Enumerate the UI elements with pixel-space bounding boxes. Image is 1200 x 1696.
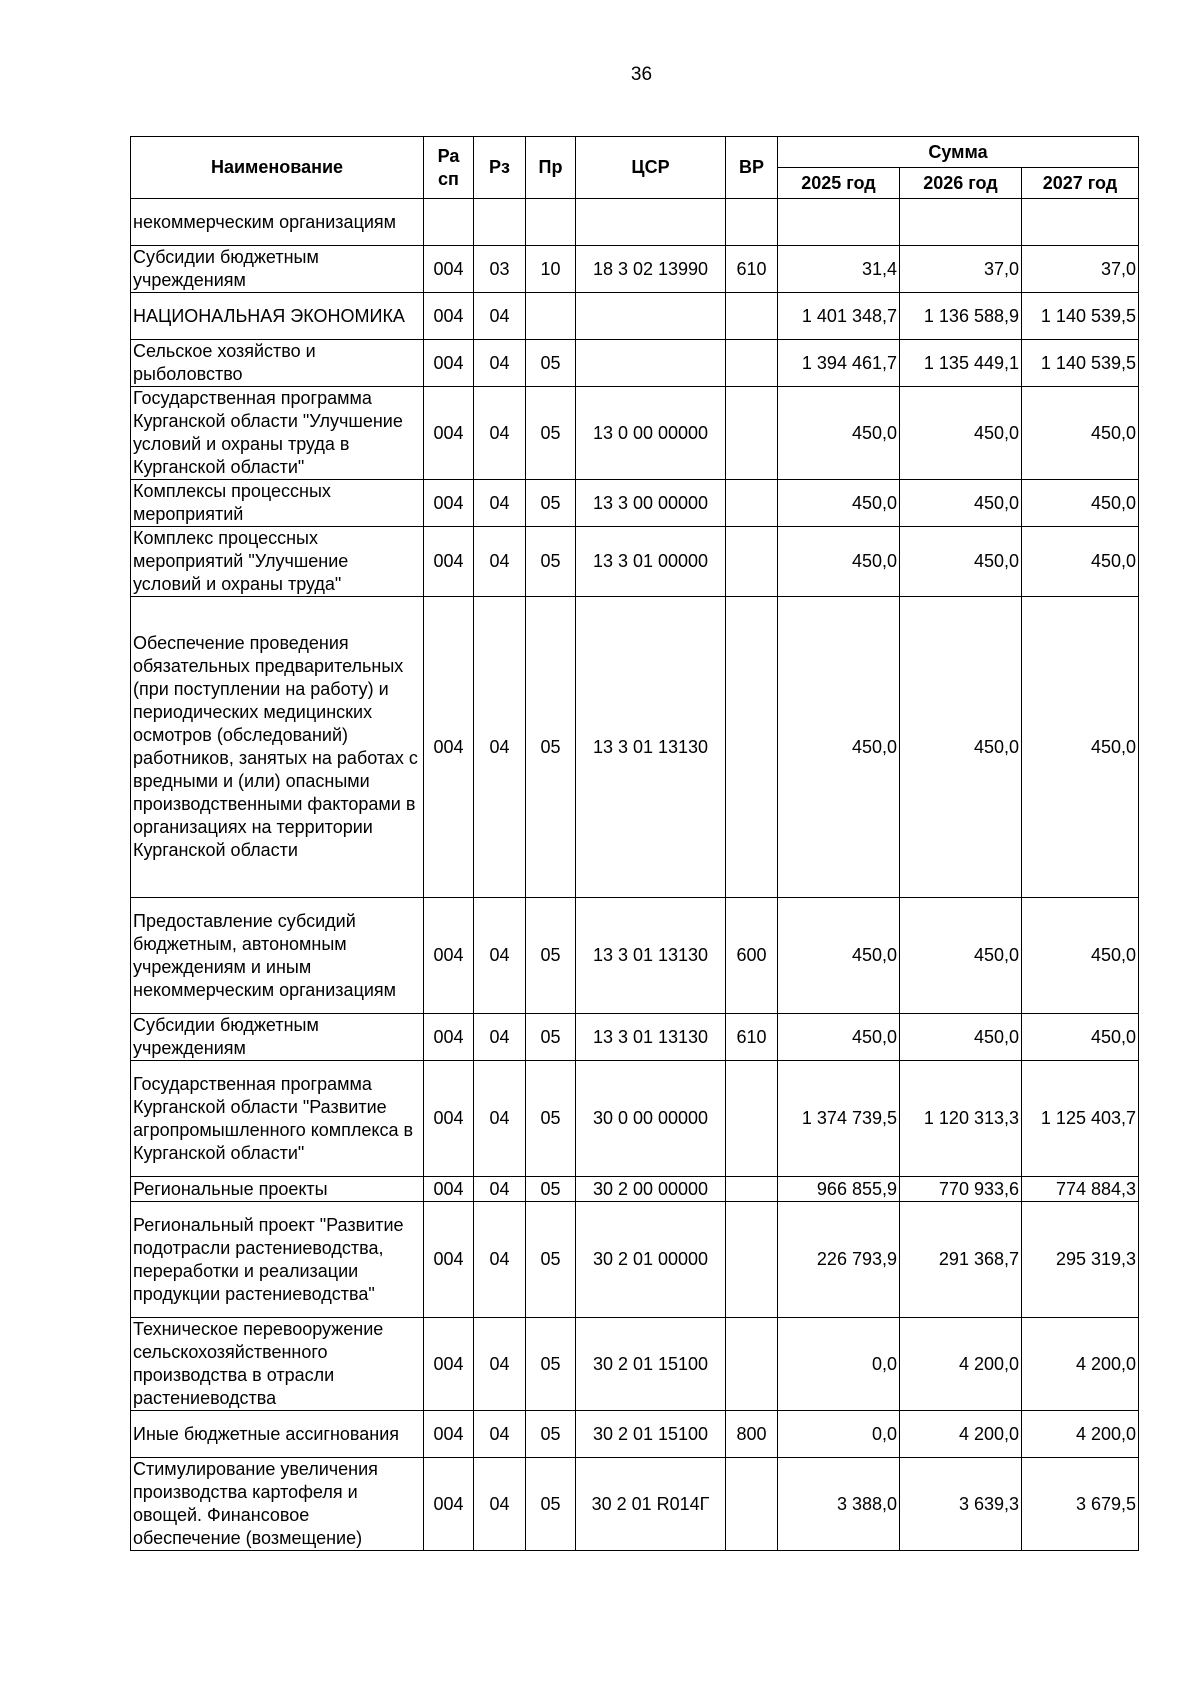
- row-name: Предоставление субсидий бюджетным, автономным учреждениям и иным некоммерческим организациям: [131, 898, 424, 1014]
- table-row: [131, 1411, 1139, 1458]
- page-number: 36: [630, 64, 653, 85]
- header-2027: 2027 год: [1022, 168, 1139, 199]
- row-2025: 226 793,9: [778, 1202, 900, 1318]
- row-rz: 04: [474, 1202, 526, 1318]
- row-vr: 610: [726, 1014, 778, 1061]
- row-csr: 13 0 00 00000: [576, 387, 726, 480]
- row-rz: 04: [474, 1177, 526, 1202]
- table-row: [131, 1177, 1139, 1202]
- row-pr: 05: [526, 1202, 576, 1318]
- row-2027: 4 200,0: [1022, 1318, 1139, 1411]
- row-rz: 04: [474, 1411, 526, 1458]
- row-2026: 3 639,3: [900, 1458, 1022, 1551]
- row-rasp: 004: [424, 527, 474, 597]
- header-rz: Рз: [474, 137, 526, 199]
- row-csr: 30 2 01 15100: [576, 1318, 726, 1411]
- row-2026: 1 120 313,3: [900, 1061, 1022, 1177]
- row-2025: 0,0: [778, 1411, 900, 1458]
- table-body: [131, 199, 1139, 1551]
- row-2027: 3 679,5: [1022, 1458, 1139, 1551]
- row-vr: [726, 527, 778, 597]
- row-name: Государственная программа Курганской области "Улучшение условий и охраны труда в Курганской области": [131, 387, 424, 480]
- budget-table: [130, 136, 1139, 1551]
- row-vr: [726, 480, 778, 527]
- row-rz: 04: [474, 1061, 526, 1177]
- row-pr: 05: [526, 527, 576, 597]
- row-2025: 450,0: [778, 1014, 900, 1061]
- table-row: [131, 340, 1139, 387]
- row-pr: 10: [526, 246, 576, 293]
- row-2025: 450,0: [778, 597, 900, 898]
- table-row: [131, 1318, 1139, 1411]
- row-rasp: 004: [424, 293, 474, 340]
- row-rz: 03: [474, 246, 526, 293]
- row-csr: [576, 199, 726, 246]
- header-name: Наименование: [131, 137, 424, 199]
- row-rz: 04: [474, 480, 526, 527]
- row-2027: 450,0: [1022, 387, 1139, 480]
- row-2027: 37,0: [1022, 246, 1139, 293]
- row-rasp: 004: [424, 1177, 474, 1202]
- row-name: Техническое перевооружение сельскохозяйственного производства в отрасли растениеводства: [131, 1318, 424, 1411]
- row-2026: 450,0: [900, 597, 1022, 898]
- row-vr: [726, 340, 778, 387]
- row-csr: 30 2 01 15100: [576, 1411, 726, 1458]
- header-2025: 2025 год: [778, 168, 900, 199]
- row-rz: 04: [474, 597, 526, 898]
- row-2027: 774 884,3: [1022, 1177, 1139, 1202]
- table-row: [131, 527, 1139, 597]
- row-rasp: 004: [424, 1411, 474, 1458]
- table-row: [131, 597, 1139, 898]
- row-vr: [726, 293, 778, 340]
- row-name: Субсидии бюджетным учреждениям: [131, 1014, 424, 1061]
- row-vr: [726, 597, 778, 898]
- row-rasp: 004: [424, 1318, 474, 1411]
- row-2025: 1 401 348,7: [778, 293, 900, 340]
- row-rasp: 004: [424, 387, 474, 480]
- row-pr: 05: [526, 387, 576, 480]
- row-2027: 1 140 539,5: [1022, 340, 1139, 387]
- row-2027: 450,0: [1022, 898, 1139, 1014]
- row-rasp: 004: [424, 1458, 474, 1551]
- row-rz: [474, 199, 526, 246]
- row-2026: 291 368,7: [900, 1202, 1022, 1318]
- row-csr: [576, 293, 726, 340]
- header-rasp: Ра сп: [424, 137, 474, 199]
- row-2026: 450,0: [900, 527, 1022, 597]
- row-2026: 770 933,6: [900, 1177, 1022, 1202]
- row-2025: 1 394 461,7: [778, 340, 900, 387]
- row-rz: 04: [474, 340, 526, 387]
- row-name: Сельское хозяйство и рыболовство: [131, 340, 424, 387]
- row-2027: 4 200,0: [1022, 1411, 1139, 1458]
- table-row: [131, 1458, 1139, 1551]
- row-csr: 13 3 01 13130: [576, 898, 726, 1014]
- row-2026: 1 136 588,9: [900, 293, 1022, 340]
- table-row: [131, 199, 1139, 246]
- row-name: некоммерческим организациям: [131, 199, 424, 246]
- row-csr: 30 2 01 R014Г: [576, 1458, 726, 1551]
- row-2026: 4 200,0: [900, 1318, 1022, 1411]
- row-csr: 13 3 01 13130: [576, 1014, 726, 1061]
- row-name: Обеспечение проведения обязательных предварительных (при поступлении на работу) и периодических медицинских осмотров (обследований) работников, занятых на работах с вредными и (или) опасными производственными факторами в организациях на территории Курганской области: [131, 597, 424, 898]
- row-2026: 450,0: [900, 898, 1022, 1014]
- row-2025: 450,0: [778, 480, 900, 527]
- row-rasp: [424, 199, 474, 246]
- row-2026: 450,0: [900, 387, 1022, 480]
- row-pr: 05: [526, 898, 576, 1014]
- row-pr: 05: [526, 1014, 576, 1061]
- row-rz: 04: [474, 1318, 526, 1411]
- row-csr: 30 2 01 00000: [576, 1202, 726, 1318]
- row-2027: 450,0: [1022, 527, 1139, 597]
- header-csr: ЦСР: [576, 137, 726, 199]
- row-csr: 30 0 00 00000: [576, 1061, 726, 1177]
- row-pr: [526, 199, 576, 246]
- header-pr: Пр: [526, 137, 576, 199]
- row-vr: 610: [726, 246, 778, 293]
- row-name: Комплекс процессных мероприятий "Улучшение условий и охраны труда": [131, 527, 424, 597]
- row-2026: 450,0: [900, 480, 1022, 527]
- row-2027: 1 140 539,5: [1022, 293, 1139, 340]
- row-2027: 450,0: [1022, 480, 1139, 527]
- row-name: Региональные проекты: [131, 1177, 424, 1202]
- header-sum: Сумма: [778, 137, 1139, 168]
- row-pr: 05: [526, 1177, 576, 1202]
- table-row: [131, 293, 1139, 340]
- row-csr: [576, 340, 726, 387]
- row-rasp: 004: [424, 340, 474, 387]
- row-2027: 295 319,3: [1022, 1202, 1139, 1318]
- table-row: [131, 898, 1139, 1014]
- row-rasp: 004: [424, 1014, 474, 1061]
- table-header: [131, 137, 1139, 199]
- row-rz: 04: [474, 527, 526, 597]
- row-pr: [526, 293, 576, 340]
- row-name: Государственная программа Курганской области "Развитие агропромышленного комплекса в Курганской области": [131, 1061, 424, 1177]
- row-vr: [726, 387, 778, 480]
- row-rasp: 004: [424, 246, 474, 293]
- row-name: Стимулирование увеличения производства картофеля и овощей. Финансовое обеспечение (возмещение): [131, 1458, 424, 1551]
- row-rasp: 004: [424, 1061, 474, 1177]
- row-2026: 4 200,0: [900, 1411, 1022, 1458]
- row-name: НАЦИОНАЛЬНАЯ ЭКОНОМИКА: [131, 293, 424, 340]
- row-2026: 450,0: [900, 1014, 1022, 1061]
- row-vr: [726, 1061, 778, 1177]
- row-pr: 05: [526, 1411, 576, 1458]
- row-rz: 04: [474, 1458, 526, 1551]
- row-2026: 37,0: [900, 246, 1022, 293]
- row-vr: [726, 199, 778, 246]
- header-2026: 2026 год: [900, 168, 1022, 199]
- row-pr: 05: [526, 1458, 576, 1551]
- row-2025: 31,4: [778, 246, 900, 293]
- row-vr: [726, 1202, 778, 1318]
- row-pr: 05: [526, 480, 576, 527]
- row-rz: 04: [474, 293, 526, 340]
- table-row: [131, 387, 1139, 480]
- row-csr: 18 3 02 13990: [576, 246, 726, 293]
- row-2025: 1 374 739,5: [778, 1061, 900, 1177]
- table-row: [131, 1061, 1139, 1177]
- header-vr: ВР: [726, 137, 778, 199]
- row-pr: 05: [526, 1061, 576, 1177]
- row-name: Комплексы процессных мероприятий: [131, 480, 424, 527]
- row-2027: 1 125 403,7: [1022, 1061, 1139, 1177]
- row-2027: 450,0: [1022, 1014, 1139, 1061]
- row-2026: [900, 199, 1022, 246]
- row-csr: 13 3 01 13130: [576, 597, 726, 898]
- row-csr: 30 2 00 00000: [576, 1177, 726, 1202]
- row-rasp: 004: [424, 1202, 474, 1318]
- row-2025: 966 855,9: [778, 1177, 900, 1202]
- row-name: Региональный проект "Развитие подотрасли растениеводства, переработки и реализации продукции растениеводства": [131, 1202, 424, 1318]
- row-pr: 05: [526, 340, 576, 387]
- table-row: [131, 246, 1139, 293]
- row-2027: [1022, 199, 1139, 246]
- row-pr: 05: [526, 1318, 576, 1411]
- table-row: [131, 1202, 1139, 1318]
- row-2026: 1 135 449,1: [900, 340, 1022, 387]
- row-csr: 13 3 01 00000: [576, 527, 726, 597]
- table-row: [131, 1014, 1139, 1061]
- row-pr: 05: [526, 597, 576, 898]
- table-row: [131, 480, 1139, 527]
- row-2025: [778, 199, 900, 246]
- row-vr: [726, 1318, 778, 1411]
- row-vr: 600: [726, 898, 778, 1014]
- row-csr: 13 3 00 00000: [576, 480, 726, 527]
- row-name: Субсидии бюджетным учреждениям: [131, 246, 424, 293]
- row-2025: 0,0: [778, 1318, 900, 1411]
- row-vr: 800: [726, 1411, 778, 1458]
- row-2027: 450,0: [1022, 597, 1139, 898]
- row-2025: 450,0: [778, 387, 900, 480]
- row-vr: [726, 1177, 778, 1202]
- row-rasp: 004: [424, 597, 474, 898]
- row-rasp: 004: [424, 898, 474, 1014]
- row-rz: 04: [474, 387, 526, 480]
- row-2025: 450,0: [778, 527, 900, 597]
- row-rz: 04: [474, 1014, 526, 1061]
- row-vr: [726, 1458, 778, 1551]
- row-2025: 450,0: [778, 898, 900, 1014]
- row-rasp: 004: [424, 480, 474, 527]
- row-2025: 3 388,0: [778, 1458, 900, 1551]
- row-name: Иные бюджетные ассигнования: [131, 1411, 424, 1458]
- row-rz: 04: [474, 898, 526, 1014]
